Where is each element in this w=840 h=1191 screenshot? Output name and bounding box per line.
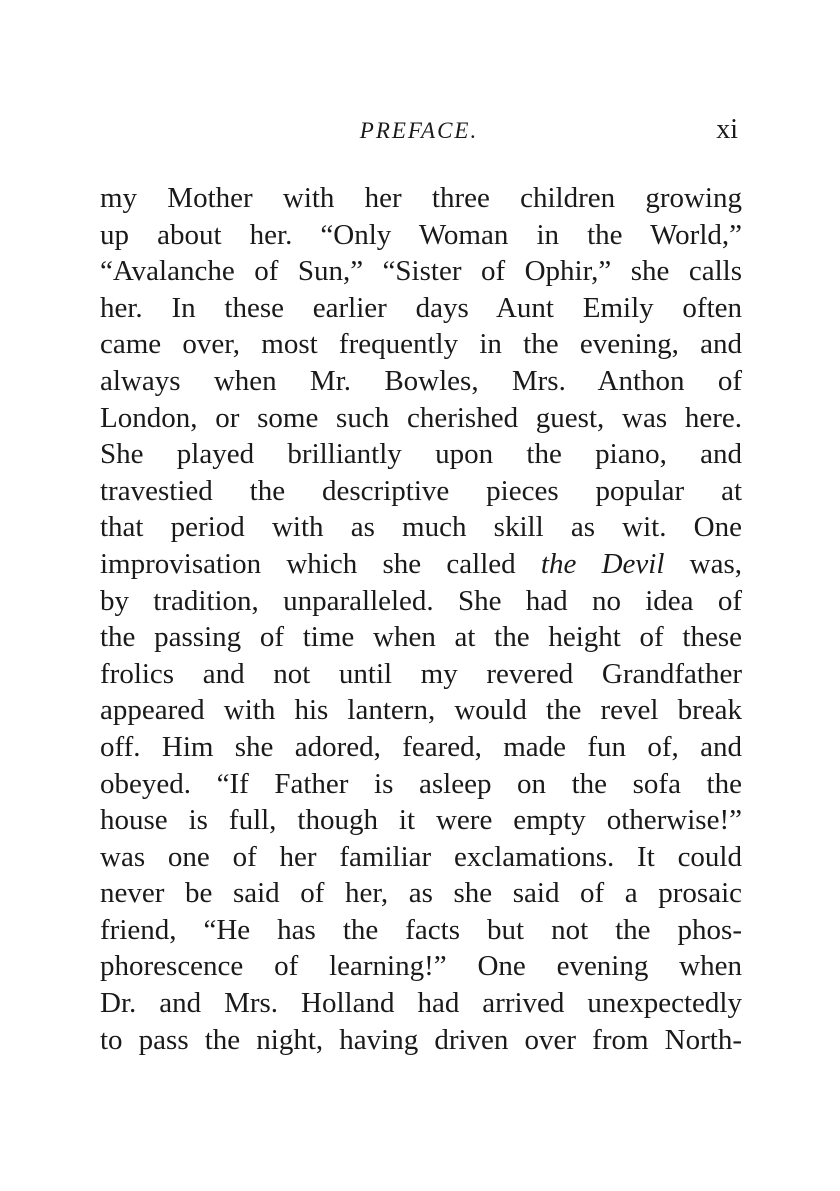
running-head <box>100 114 738 150</box>
italic-title: the Devil <box>540 547 665 580</box>
preface-text <box>100 180 742 1058</box>
text-line: She played brilliantly upon the piano, and <box>100 438 742 471</box>
text-line: travestied the descriptive pieces popular at <box>100 474 742 507</box>
text-segment: improvisation which she called <box>100 547 516 580</box>
text-line: always when Mr. Bowles, Mrs. Anthon of <box>100 364 742 397</box>
text-line: phorescence of learning!” One evening when <box>100 950 742 983</box>
text-line: the passing of time when at the height of these <box>100 621 742 654</box>
text-line: “Avalanche of Sun,” “Sister of Ophir,” she calls <box>100 255 742 288</box>
running-title: PREFACE. <box>359 118 479 143</box>
text-line-with-italic <box>100 546 742 583</box>
page-number: xi <box>716 114 738 145</box>
text-line: came over, most frequently in the evening, and <box>100 328 742 361</box>
text-line: by tradition, unparalleled. She had no idea of <box>100 584 742 617</box>
text-line: up about her. “Only Woman in the World,” <box>100 218 742 251</box>
text-line: Dr. and Mrs. Holland had arrived unexpectedly <box>100 987 742 1020</box>
text-line: to pass the night, having driven over from North- <box>100 1023 742 1056</box>
text-line: was one of her familiar exclamations. It could <box>100 840 742 873</box>
text-line: friend, “He has the facts but not the phos- <box>100 913 742 946</box>
text-line: that period with as much skill as wit. One <box>100 511 742 544</box>
text-line: off. Him she adored, feared, made fun of, and <box>100 730 742 763</box>
text-line: house is full, though it were empty otherwise!” <box>100 804 742 837</box>
text-line: London, or some such cherished guest, was here. <box>100 401 742 434</box>
text-segment: was, <box>689 547 743 580</box>
text-line: her. In these earlier days Aunt Emily often <box>100 291 742 324</box>
text-line: obeyed. “If Father is asleep on the sofa the <box>100 767 742 800</box>
text-line: my Mother with her three children growing <box>100 182 742 214</box>
text-line: appeared with his lantern, would the revel break <box>100 694 742 727</box>
text-line: frolics and not until my revered Grandfather <box>100 657 742 690</box>
text-line: never be said of her, as she said of a prosaic <box>100 877 742 910</box>
